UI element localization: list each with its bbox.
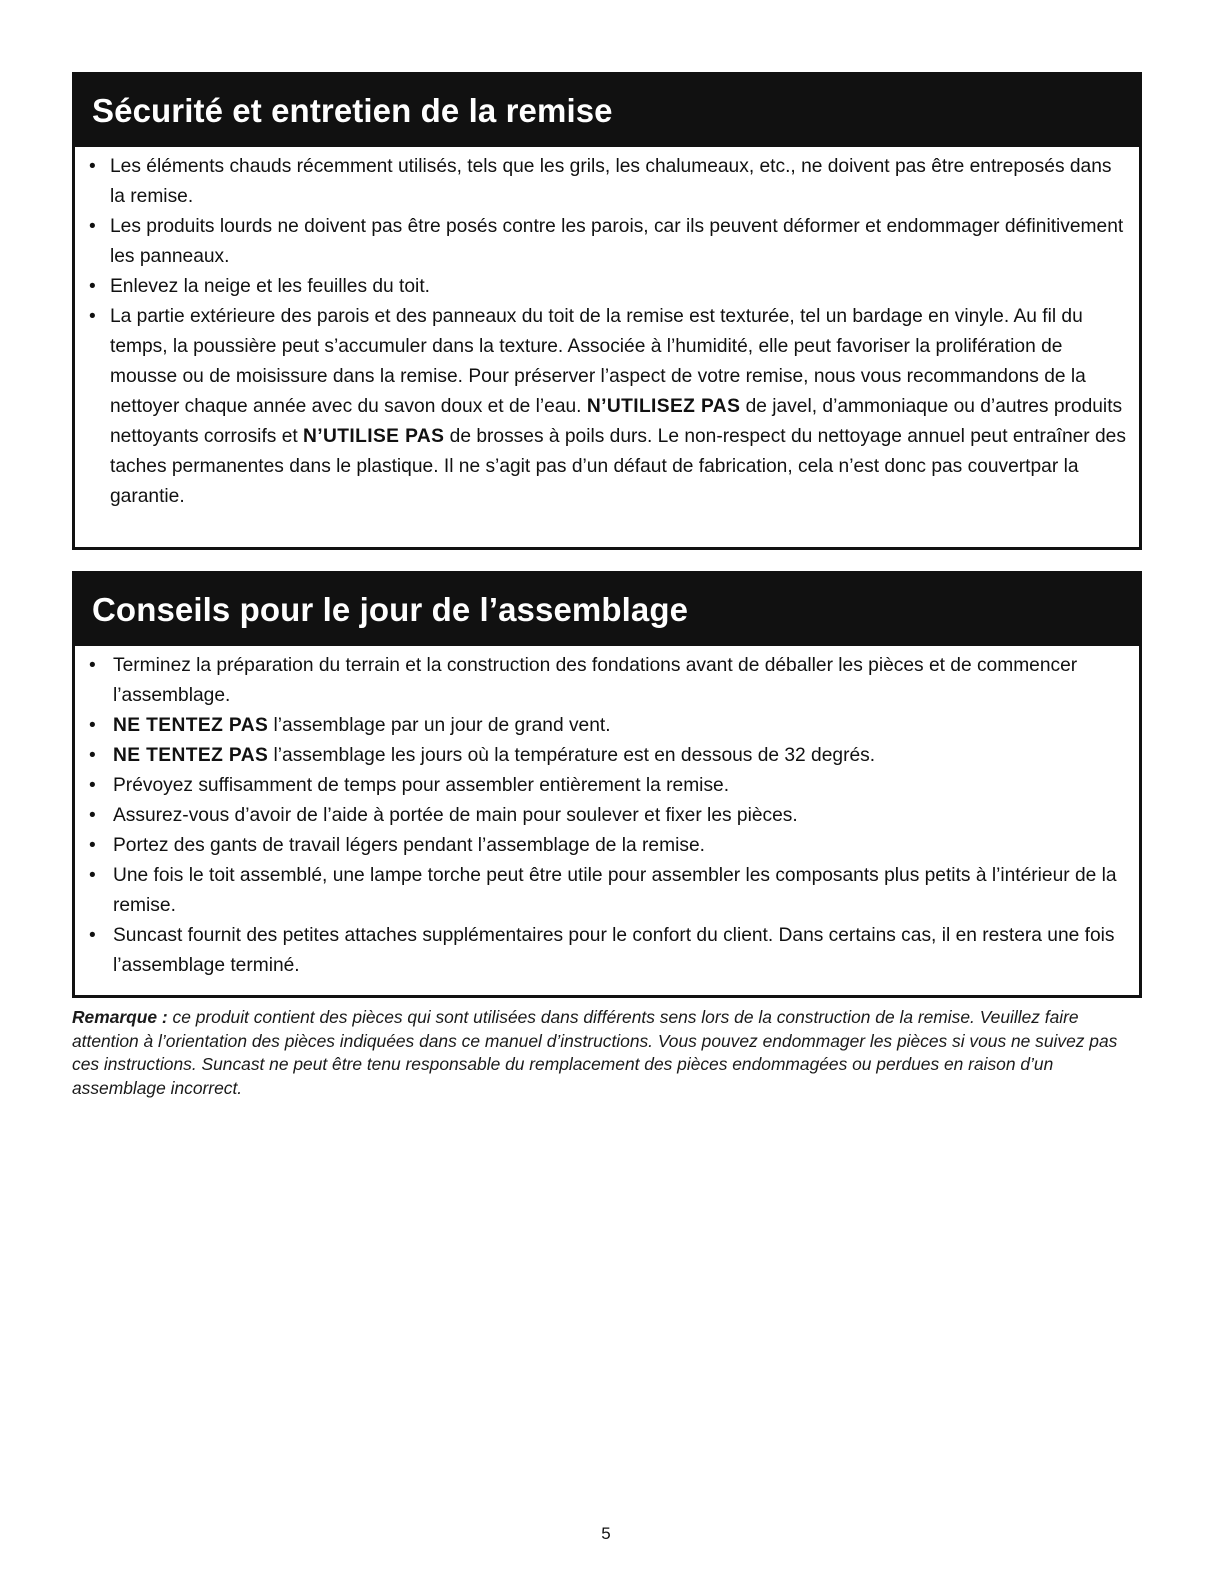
list-item-text: l’assemblage par un jour de grand vent. bbox=[268, 715, 611, 736]
bullet-icon: • bbox=[89, 835, 96, 856]
list-item bbox=[89, 831, 1131, 861]
bullet-icon: • bbox=[89, 306, 96, 327]
bullet-icon: • bbox=[89, 655, 96, 676]
list-item-text: Une fois le toit assemblé, une lampe torche peut être utile pour assembler les composants plus petits à l’intérieur de la remise. bbox=[113, 865, 1117, 916]
bullet-icon: • bbox=[89, 775, 96, 796]
bullet-icon: • bbox=[89, 276, 96, 297]
list-item bbox=[89, 771, 1131, 801]
bullet-icon: • bbox=[89, 715, 96, 736]
list-item bbox=[89, 861, 1131, 921]
list-item-text: Les produits lourds ne doivent pas être posés contre les parois, car ils peuvent déformer et endommager définitivement les panneaux. bbox=[110, 216, 1124, 267]
list-item-text: Terminez la préparation du terrain et la construction des fondations avant de déballer les pièces et de commencer l’assemblage. bbox=[113, 655, 1078, 706]
section-title: Sécurité et entretien de la remise bbox=[75, 75, 1139, 147]
list-item bbox=[89, 801, 1131, 831]
note-text: ce produit contient des pièces qui sont utilisées dans différents sens lors de la construction de la remise. Veuillez faire attention à l’orientation des pièces indiquées dans ce manuel d’instructions. Vous pouvez endommager les pièces si vous ne suivez pas ces instructions. Suncast ne peut être tenu responsable du remplacement des pièces endommagées ou perdues en raison d’un assemblage incorrect. bbox=[72, 1007, 1118, 1098]
note-label: Remarque : bbox=[72, 1007, 168, 1027]
bullet-icon: • bbox=[89, 865, 96, 886]
bullet-icon: • bbox=[89, 156, 96, 177]
bullet-list bbox=[75, 147, 1139, 512]
warning-text: NE TENTEZ PAS bbox=[113, 715, 269, 736]
list-item bbox=[89, 921, 1131, 981]
list-item bbox=[89, 302, 1131, 512]
list-item bbox=[89, 651, 1131, 711]
bullet-icon: • bbox=[89, 745, 96, 766]
bullet-icon: • bbox=[89, 216, 96, 237]
list-item-text: de brosses à poils durs. Le non-respect du nettoyage annuel peut entraîner des taches permanentes dans le plastique. Il ne s’agit pas d’un défaut de fabrication, cela n’est donc pas couvertpar la garantie. bbox=[110, 426, 1126, 507]
shed-safety-maintenance-section bbox=[72, 72, 1142, 550]
list-item bbox=[89, 152, 1131, 212]
page-number: 5 bbox=[601, 1524, 611, 1543]
warning-text: N’UTILISE PAS bbox=[303, 426, 445, 447]
assembly-day-tips-section bbox=[72, 571, 1142, 998]
list-item bbox=[89, 741, 1131, 771]
list-item-text: l’assemblage les jours où la température est en dessous de 32 degrés. bbox=[268, 745, 876, 766]
list-item-text: Assurez-vous d’avoir de l’aide à portée de main pour soulever et fixer les pièces. bbox=[113, 805, 798, 826]
warning-text: NE TENTEZ PAS bbox=[113, 745, 269, 766]
list-item-text: de javel, d’ammoniaque ou d’autres produits nettoyants corrosifs et bbox=[110, 396, 1123, 447]
list-item-text: Les éléments chauds récemment utilisés, tels que les grils, les chalumeaux, etc., ne doivent pas être entreposés dans la remise. bbox=[110, 156, 1112, 207]
list-item bbox=[89, 711, 1131, 741]
list-item-text: Suncast fournit des petites attaches supplémentaires pour le confort du client. Dans certains cas, il en restera une fois l’assemblage terminé. bbox=[113, 925, 1115, 976]
list-item bbox=[89, 272, 1131, 302]
bullet-list bbox=[75, 646, 1139, 981]
list-item-text: Portez des gants de travail légers pendant l’assemblage de la remise. bbox=[113, 835, 705, 856]
bullet-icon: • bbox=[89, 805, 96, 826]
note-paragraph bbox=[72, 1006, 1122, 1100]
bullet-icon: • bbox=[89, 925, 96, 946]
warning-text: N’UTILISEZ PAS bbox=[586, 396, 741, 417]
list-item bbox=[89, 212, 1131, 272]
list-item-text: Prévoyez suffisamment de temps pour assembler entièrement la remise. bbox=[113, 775, 730, 796]
list-item-text: Enlevez la neige et les feuilles du toit. bbox=[110, 276, 430, 297]
section-title: Conseils pour le jour de l’assemblage bbox=[75, 574, 1139, 646]
list-item-text: La partie extérieure des parois et des panneaux du toit de la remise est texturée, tel un bardage en vinyle. Au fil du temps, la poussière peut s’accumuler dans la texture. Associée à l’humidité, elle peut favoriser la prolifération de mousse ou de moisissure dans la remise. Pour préserver l’aspect de votre remise, nous vous recommandons de la nettoyer chaque année avec du savon doux et de l’eau. bbox=[110, 306, 1086, 417]
